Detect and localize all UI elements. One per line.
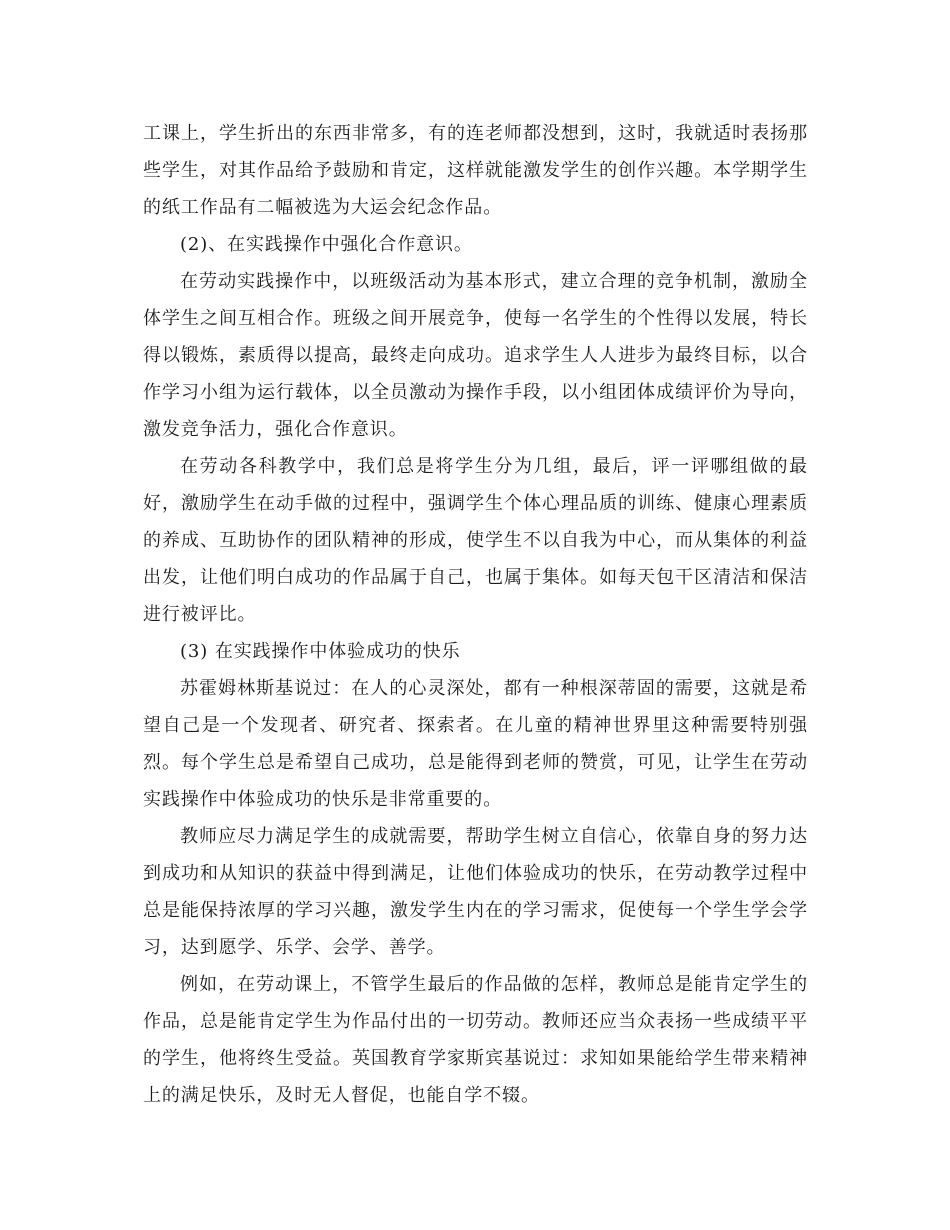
paragraph-example: 例如，在劳动课上，不管学生最后的作品做的怎样，教师总是能肯定学生的作品，总是能肯定学生为作品付出的一切劳动。教师还应当众表扬一些成绩平平的学生，他将终生受益。英国教育学家斯宾基说过：求知如果能给学生带来精神上的满足快乐，及时无人督促，也能自学不辍。 [143, 974, 808, 1106]
section-heading-cooperation: (2)、在实践操作中强化合作意识。 [180, 234, 473, 255]
paragraph-continuation: 工课上，学生折出的东西非常多，有的连老师都没想到，这时，我就适时表扬那些学生，对其作品给予鼓励和肯定，这样就能激发学生的创作兴趣。本学期学生的纸工作品有二幅被选为大运会纪念作品。 [143, 123, 808, 218]
paragraph-group-work: 在劳动各科教学中，我们总是将学生分为几组，最后，评一评哪组做的最好，激励学生在动手做的过程中，强调学生个体心理品质的训练、健康心理素质的养成、互助协作的团队精神的形成，使学生不以自我为中心，而从集体的利益出发，让他们明白成功的作品属于自己，也属于集体。如每天包干区清洁和保洁进行被评比。 [143, 456, 808, 625]
paragraph-cooperation: 在劳动实践操作中，以班级活动为基本形式，建立合理的竞争机制，激励全体学生之间互相合作。班级之间开展竞争，使每一名学生的个性得以发展，特长得以锻炼，素质得以提高，最终走向成功。追求学生人人进步为最终目标，以合作学习小组为运行载体，以全员激动为操作手段，以小组团体成绩评价为导向，激发竞争活力，强化合作意识。 [143, 271, 808, 440]
document-body [143, 115, 808, 1114]
section-heading-success: (3) 在实践操作中体验成功的快乐 [180, 641, 461, 662]
paragraph-sukhomlinsky-quote: 苏霍姆林斯基说过：在人的心灵深处，都有一种根深蒂固的需要，这就是希望自己是一个发现者、研究者、探索者。在儿童的精神世界里这种需要特别强烈。每个学生总是希望自己成功，总是能得到老师的赞赏，可见，让学生在劳动实践操作中体验成功的快乐是非常重要的。 [143, 678, 808, 810]
paragraph-teacher-role: 教师应尽力满足学生的成就需要，帮助学生树立自信心，依靠自身的努力达到成功和从知识的获益中得到满足，让他们体验成功的快乐，在劳动教学过程中总是能保持浓厚的学习兴趣，激发学生内在的学习需求，促使每一个学生学会学习，达到愿学、乐学、会学、善学。 [143, 826, 808, 958]
